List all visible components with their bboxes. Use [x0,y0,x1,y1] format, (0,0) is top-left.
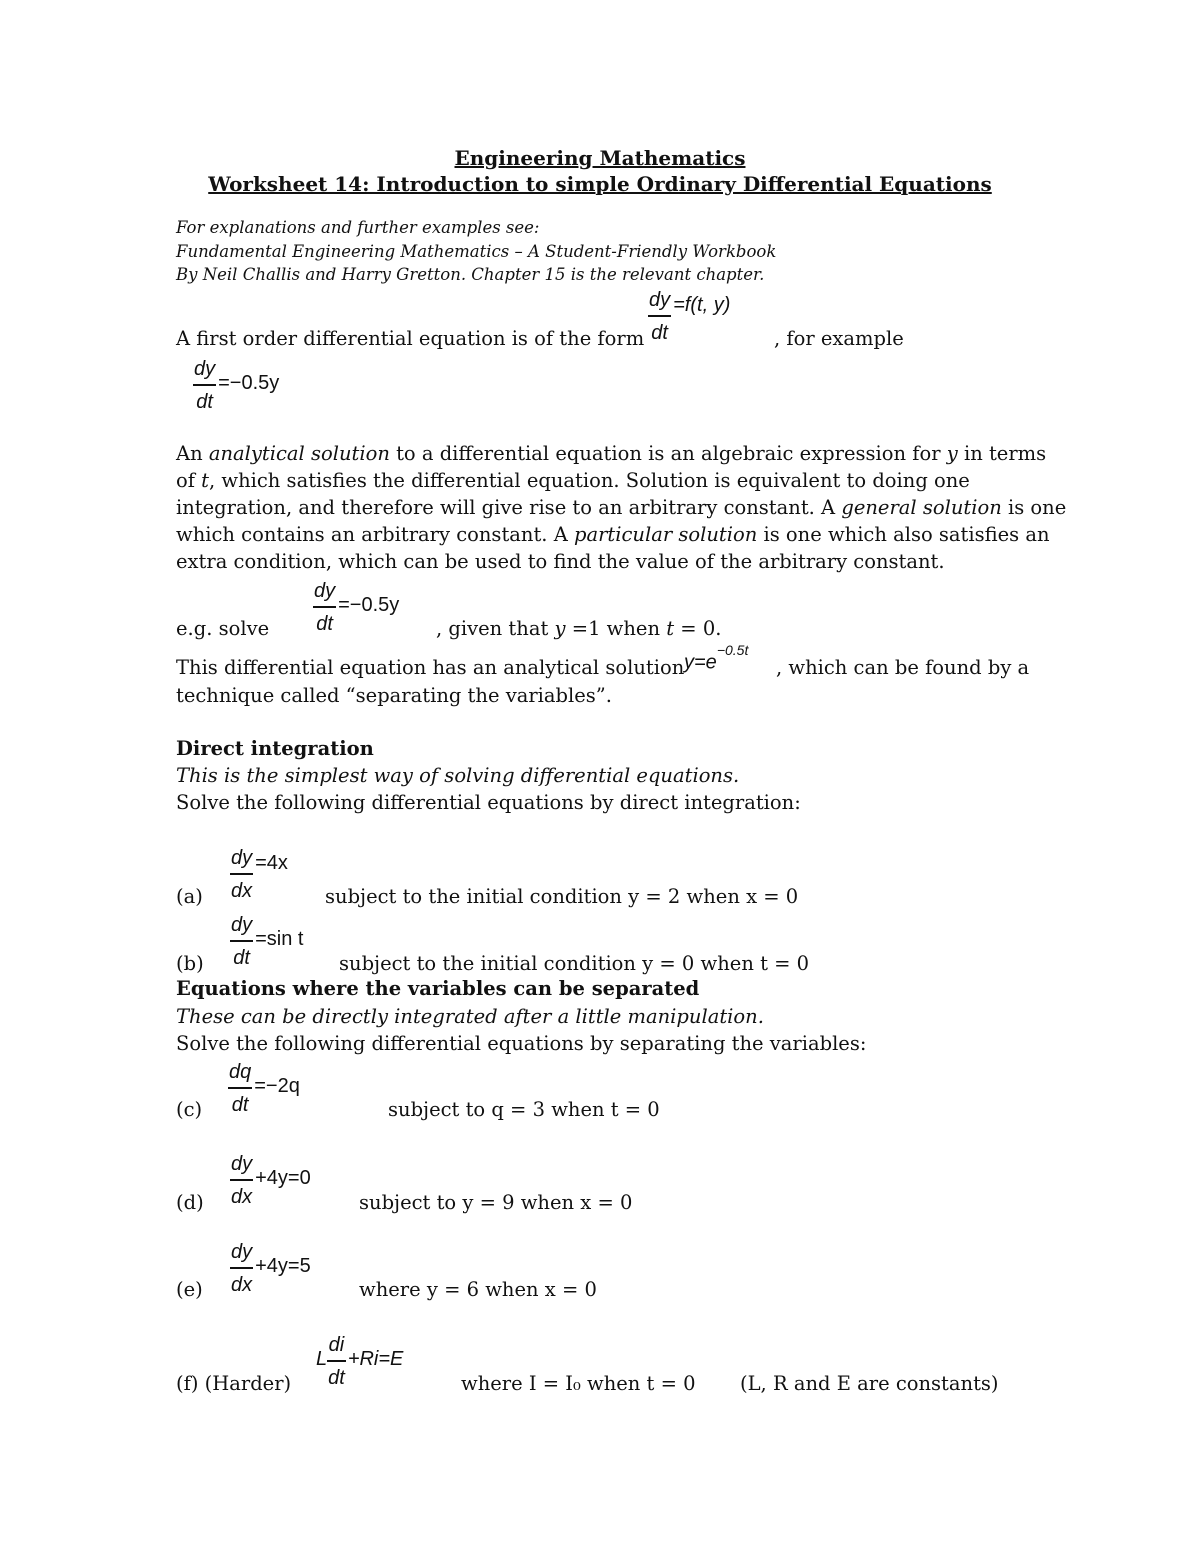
problem-label: (f) (Harder) [176,1372,292,1395]
reference-line-3: By Neil Challis and Harry Gretton. Chapter 15 is the relevant chapter. [176,265,765,284]
problem-label: (e) [176,1278,203,1301]
solution-equation: $y=e^{-0.5t}$ [684,642,749,674]
section-heading-separable: Equations where the variables can be separated [176,977,700,1000]
intro-text-after: , for example [774,327,904,350]
section-heading-direct: Direct integration [176,737,374,760]
solution-text-line-2: technique called “separating the variables”. [176,684,612,707]
problem-label: (c) [176,1098,203,1121]
fraction-numerator: dq [229,1061,252,1083]
fraction-numerator: di [328,1334,345,1356]
fraction-numerator: dy [231,914,253,936]
section-instruction-direct: Solve the following differential equations by direct integration: [176,791,801,814]
equation-rhs: =−0.5y [218,372,280,395]
problem-condition: subject to the initial condition y = 2 when x = 0 [325,885,799,908]
problem-condition: subject to the initial condition y = 0 when t = 0 [339,952,810,975]
worksheet-subtitle: Worksheet 14: Introduction to simple Ordinary Differential Equations [208,172,992,196]
problem-label: (d) [176,1191,204,1214]
fraction-denominator: dx [231,1273,253,1296]
problem-label: (a) [176,885,203,908]
problem-f-equation [316,1333,403,1390]
reference-line-2: Fundamental Engineering Mathematics – A Student-Friendly Workbook [176,242,777,261]
fraction-numerator: dy [231,1153,253,1175]
example-equation [193,357,279,414]
fraction-denominator: dt [328,1366,345,1389]
paragraph-line: An analytical solution to a differential equation is an algebraic expression for y in terms [176,442,1047,465]
problem-e-equation [230,1240,311,1297]
section-subheading-direct: This is the simplest way of solving differential equations. [176,764,740,787]
fraction-numerator: dy [314,580,336,602]
paragraph-line: of t, which satisfies the differential equation. Solution is equivalent to doing one [176,469,970,492]
paragraph-line: extra condition, which can be used to find the value of the arbitrary constant. [176,550,945,573]
problem-label: (b) [176,952,204,975]
problem-c-equation [228,1060,300,1117]
paragraph-line: integration, and therefore will give rise to an arbitrary constant. A general solution is one [176,496,1067,519]
problem-note: (L, R and E are constants) [740,1372,999,1395]
equation-rhs: =−2q [254,1075,300,1098]
example-condition: , given that y =1 when t = 0. [436,617,722,640]
intro-text: A first order differential equation is of the form [176,327,645,350]
fraction-denominator: dt [316,612,333,635]
paragraph-line: which contains an arbitrary constant. A particular solution is one which also satisfies an [176,523,1050,546]
fraction-denominator: dx [231,1185,253,1208]
fraction-denominator: dt [231,1093,249,1116]
example-solve-equation [313,579,399,636]
equation-rhs: =sin t [255,928,304,951]
equation-rhs: =f(t, y) [673,294,731,317]
problem-d-equation [230,1152,311,1209]
problem-b-equation [230,913,303,970]
fraction-numerator: dy [194,358,216,380]
problem-condition: where I = I₀ when t = 0 [461,1372,696,1395]
problem-condition: subject to y = 9 when x = 0 [359,1191,633,1214]
equation-rhs: =−0.5y [338,594,400,617]
equation-prefix: L [316,1348,328,1371]
fraction-numerator: dy [231,847,253,869]
fraction-numerator: dy [231,1241,253,1263]
fraction-denominator: dx [231,879,253,902]
section-instruction-separable: Solve the following differential equations by separating the variables: [176,1032,867,1055]
problem-condition: where y = 6 when x = 0 [359,1278,597,1301]
equation-rhs: +4y=5 [255,1255,311,1278]
fraction-numerator: dy [649,289,671,311]
solution-text-after: , which can be found by a [776,656,1030,679]
general-form-equation [648,288,730,345]
equation-rhs: +4y=0 [255,1167,311,1190]
fraction-denominator: dt [233,946,250,969]
example-label: e.g. solve [176,617,270,640]
fraction-denominator: dt [196,390,213,413]
problem-condition: subject to q = 3 when t = 0 [388,1098,660,1121]
reference-line-1: For explanations and further examples see: [176,218,540,237]
solution-text: This differential equation has an analytical solution [176,656,685,679]
problem-a-equation [230,846,288,903]
worksheet-title: Engineering Mathematics [454,146,746,170]
fraction-denominator: dt [651,321,668,344]
section-subheading-separable: These can be directly integrated after a little manipulation. [176,1005,764,1028]
equation-rhs: +Ri=E [347,1348,404,1371]
equation-rhs: =4x [255,852,288,875]
